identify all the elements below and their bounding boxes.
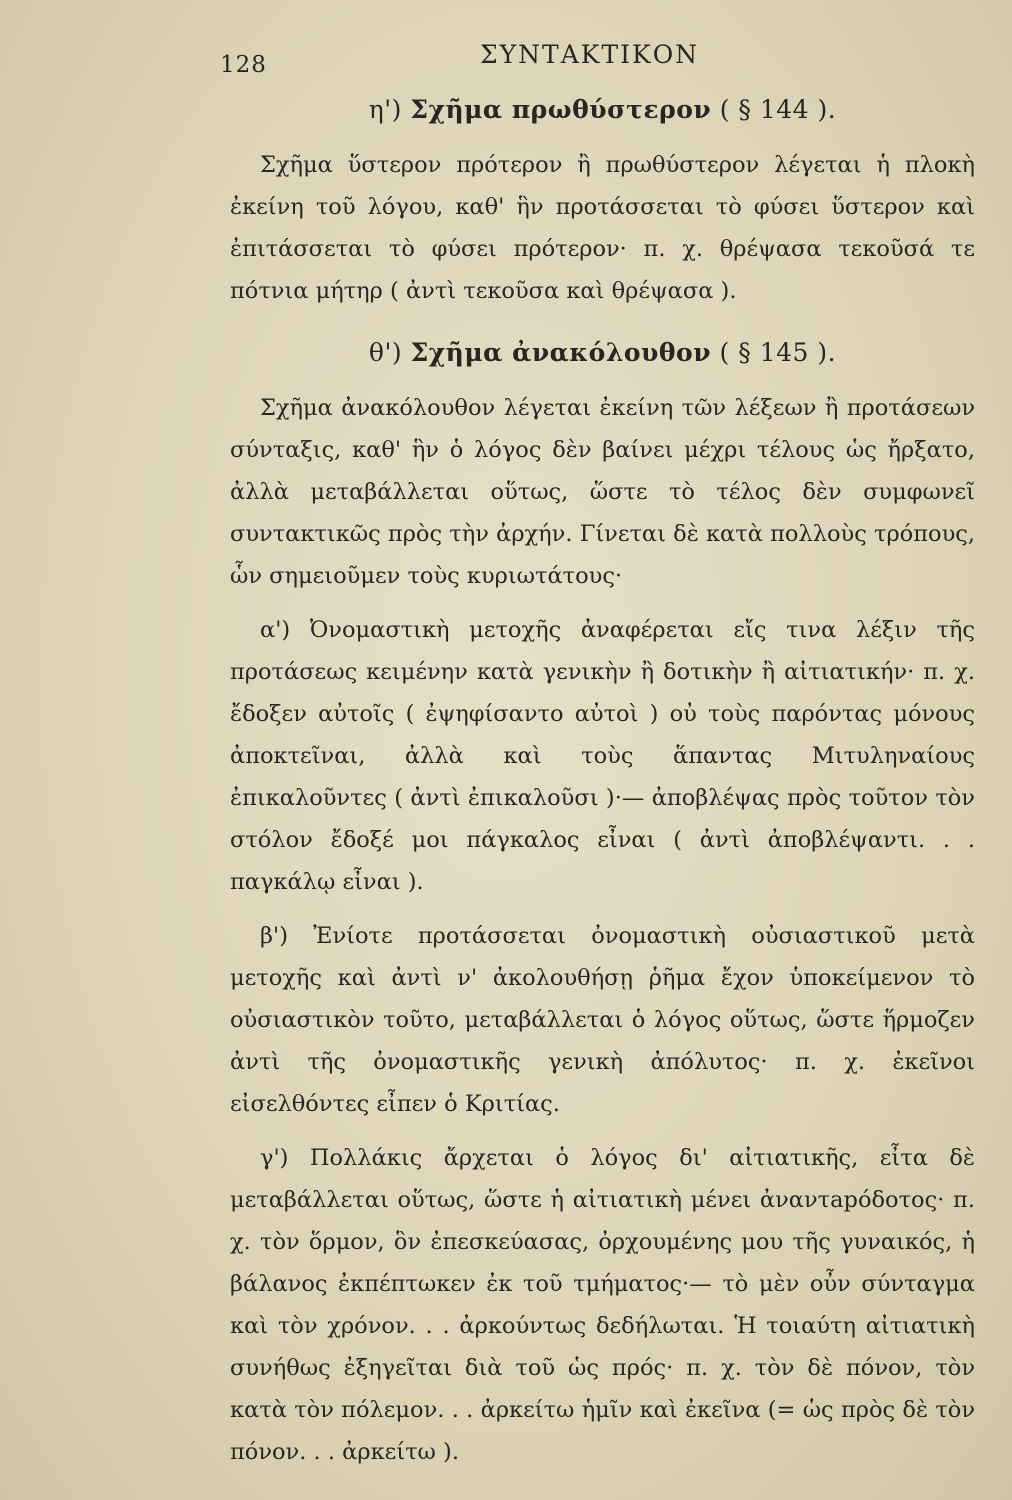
page-number: 128 — [220, 52, 267, 78]
section-title: Σχῆμα πρωθύστερον — [410, 95, 712, 124]
page-header — [220, 40, 952, 80]
paragraph-gamma: γ') Πολλάκις ἄρχεται ὁ λόγος δι' αἰτιατικῆς, εἶτα δὲ μεταβάλλεται οὕτως, ὥστε ἡ αἰτιατικὴ μένει ἀναντapόδοτος· π. χ. τὸν ὅρμον, ὃν ἐπεσκεύασας, ὀρχουμένης μου τῆς γυναικός, ἡ βάλανος ἐκπέπτωκεν ἐκ τοῦ τμήματος·— τὸ μὲν οὖν σύνταγμα καὶ τὸν χρόνον. . . ἀρκούντως δεδήλωται. Ἡ τοιαύτη αἰτιατικὴ συνήθως ἐξηγεῖται διὰ τοῦ ὡς πρός· π. χ. τὸν δὲ πόνον, τὸν κατὰ τὸν πόλεμον. . . ἀρκείτω ἡμῖν καὶ ἐκεῖνα (= ὡς πρὸς δὲ τὸν πόνον. . . ἀρκείτω ). — [230, 1145, 975, 1465]
section-theta — [230, 338, 975, 1473]
paragraph-alpha: α') Ὀνομαστικὴ μετοχῆς ἀναφέρεται εἴς τινα λέξιν τῆς προτάσεως κειμένην κατὰ γενικὴν ἢ δοτικὴν ἢ αἰτιατικήν· π. χ. ἔδοξεν αὐτοῖς ( ἐψηφίσαντο αὐτοὶ ) οὐ τοὺς παρόντας μόνους ἀποκτεῖναι, ἀλλὰ καὶ τοὺς ἅπαντας Μιτυληναίους ἐπικαλοῦντες ( ἀντὶ ἐπικαλοῦσι )·— ἀποβλέψας πρὸς τοῦτον τὸν στόλον ἔδοξέ μοι πάγκαλος εἶναι ( ἀντὶ ἀποβλέψαντι. . . παγκάλῳ εἶναι ). — [230, 617, 975, 895]
paragraph: Σχῆμα ἀνακόλουθον λέγεται ἐκείνη τῶν λέξεων ἢ προτάσεων σύνταξις, καθ' ἣν ὁ λόγος δὲν βαίνει μέχρι τέλους ὡς ἤρξατο, ἀλλὰ μεταβάλλεται οὕτως, ὥστε τὸ τέλος δὲν συμφωνεῖ συντακτικῶς πρὸς τὴν ἀρχήν. Γίνεται δὲ κατὰ πολλοὺς τρόπους, ὧν σημειοῦμεν τοὺς κυριωτάτους· — [230, 395, 975, 589]
section-ref: ( § 145 ). — [719, 338, 837, 367]
page-content — [230, 95, 975, 1485]
section-eta — [230, 95, 975, 312]
running-title: ΣΥΝΤΑΚΤΙΚΟΝ — [480, 40, 700, 69]
section-title: Σχῆμα ἀνακόλουθον — [410, 338, 712, 367]
section-heading — [230, 338, 975, 367]
section-label: θ') — [368, 338, 403, 367]
section-label: η') — [368, 95, 402, 124]
section-ref: ( § 144 ). — [719, 95, 837, 124]
paragraph: Σχῆμα ὕστερον πρότερον ἢ πρωθύστερον λέγεται ἡ πλοκὴ ἐκείνη τοῦ λόγου, καθ' ἣν προτάσσεται τὸ φύσει ὕστερον καὶ ἐπιτάσσεται τὸ φύσει πρότερον· π. χ. θρέψασα τεκοῦσά τε πότνια μήτηρ ( ἀντὶ τεκοῦσα καὶ θρέψασα ). — [230, 152, 975, 304]
paragraph-beta: β') Ἐνίοτε προτάσσεται ὀνομαστικὴ οὐσιαστικοῦ μετὰ μετοχῆς καὶ ἀντὶ ν' ἀκολουθήσῃ ῥῆμα ἔχον ὑποκείμενον τὸ οὐσιαστικὸν τοῦτο, μεταβάλλεται ὁ λόγος οὕτως, ὥστε ἥρμοζεν ἀντὶ τῆς ὀνομαστικῆς γενικὴ ἀπόλυτος· π. χ. ἐκεῖνοι εἰσελθόντες εἶπεν ὁ Κριτίας. — [230, 923, 975, 1117]
section-heading — [230, 95, 975, 124]
